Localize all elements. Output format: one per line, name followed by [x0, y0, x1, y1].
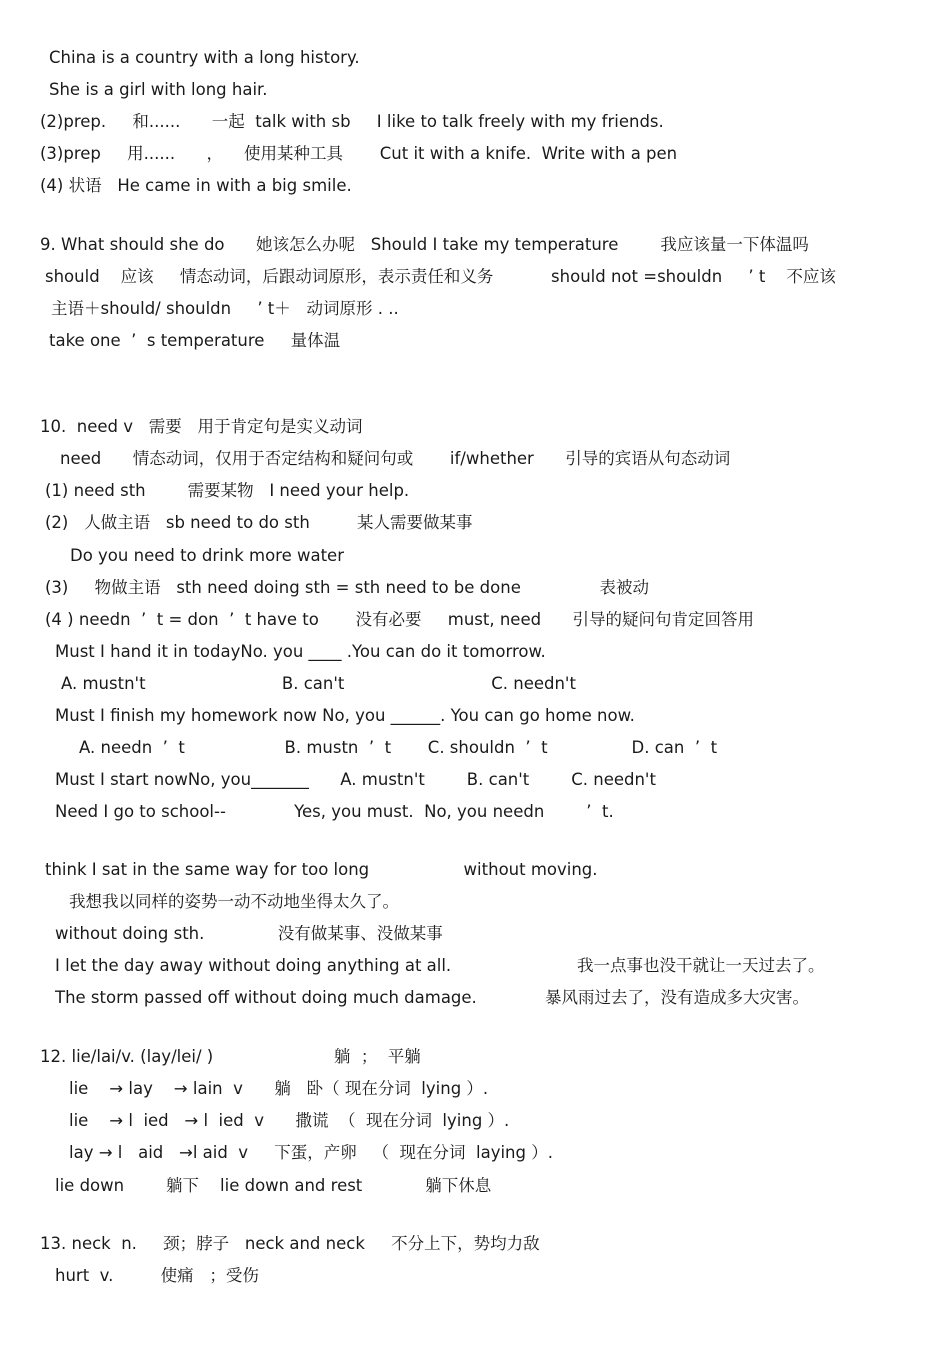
text-line: 我想我以同样的姿势一动不动地坐得太久了。 [69, 892, 399, 911]
text-line: I let the day away without doing anything at all. 我一点事也没干就让一天过去了。 [55, 956, 825, 975]
text-line: (4 ) needn ’ t = don ’ t have to 没有必要 must, need 引导的疑问句肯定回答用 [45, 610, 755, 629]
text-line: 9. What should she do 她该怎么办呢 Should I take my temperature 我应该量一下体温吗 [40, 235, 809, 254]
text-line: China is a country with a long history. [49, 48, 360, 67]
text-line: (3) 物做主语 sth need doing sth = sth need to be done 表被动 [45, 578, 650, 597]
text-line: Need I go to school-- Yes, you must. No, you needn ’ t. [55, 802, 614, 821]
text-line: 主语＋should/ shouldn ’ t＋ 动词原形 . .. [51, 299, 399, 318]
text-line: Do you need to drink more water [70, 546, 344, 565]
text-line: hurt v. 使痛 ；受伤 [55, 1266, 259, 1285]
text-line: (4) 状语 He came in with a big smile. [40, 176, 352, 195]
text-line: She is a girl with long hair. [49, 80, 268, 99]
text-line: lay → l aid →l aid v 下蛋，产卵 （ 现在分词 laying ）. [69, 1143, 553, 1162]
text-line: (2)prep. 和...... 一起 talk with sb I like to talk freely with my friends. [40, 112, 664, 131]
text-line: lie → lay → lain v 躺 卧（ 现在分词 lying ）. [69, 1079, 489, 1098]
text-line: The storm passed off without doing much damage. 暴风雨过去了，没有造成多大灾害。 [55, 988, 809, 1007]
text-line: (2) 人做主语 sb need to do sth 某人需要做某事 [45, 513, 473, 532]
text-line: 10. need v 需要 用于肯定句是实义动词 [40, 417, 363, 436]
text-line: Must I finish my homework now No, you ______. You can go home now. [55, 706, 635, 725]
text-line: Must I hand it in todayNo. you ____ .You can do it tomorrow. [55, 642, 546, 661]
text-line: A. mustn't B. can't C. needn't [61, 674, 576, 693]
text-line: (1) need sth 需要某物 I need your help. [45, 481, 410, 500]
text-line: lie down 躺下 lie down and rest 躺下休息 [55, 1176, 492, 1195]
text-line: A. needn ’ t B. mustn ’ t C. shouldn ’ t D. can ’ t [79, 738, 718, 757]
text-line: Must I start nowNo, you_______ A. mustn't B. can't C. needn't [55, 770, 656, 789]
text-line: take one ’ s temperature 量体温 [49, 331, 341, 350]
text-line: 13. neck n. 颈；脖子 neck and neck 不分上下，势均力敌 [40, 1234, 540, 1253]
text-line: think I sat in the same way for too long without moving. [45, 860, 598, 879]
text-line: 12. lie/lai/v. (lay/lei/ ) 躺 ； 平躺 [40, 1047, 421, 1066]
text-line: should 应该 情态动词，后跟动词原形，表示责任和义务 should not =shouldn ’ t 不应该 [45, 267, 836, 286]
text-line: without doing sth. 没有做某事、没做某事 [55, 924, 443, 943]
text-line: (3)prep 用...... ， 使用某种工具 Cut it with a knife. Write with a pen [40, 144, 678, 163]
text-line: lie → l ied → l ied v 撒谎 （ 现在分词 lying ）. [69, 1111, 510, 1130]
text-line: need 情态动词，仅用于否定结构和疑问句或 if/whether 引导的宾语从句态动词 [60, 449, 731, 468]
